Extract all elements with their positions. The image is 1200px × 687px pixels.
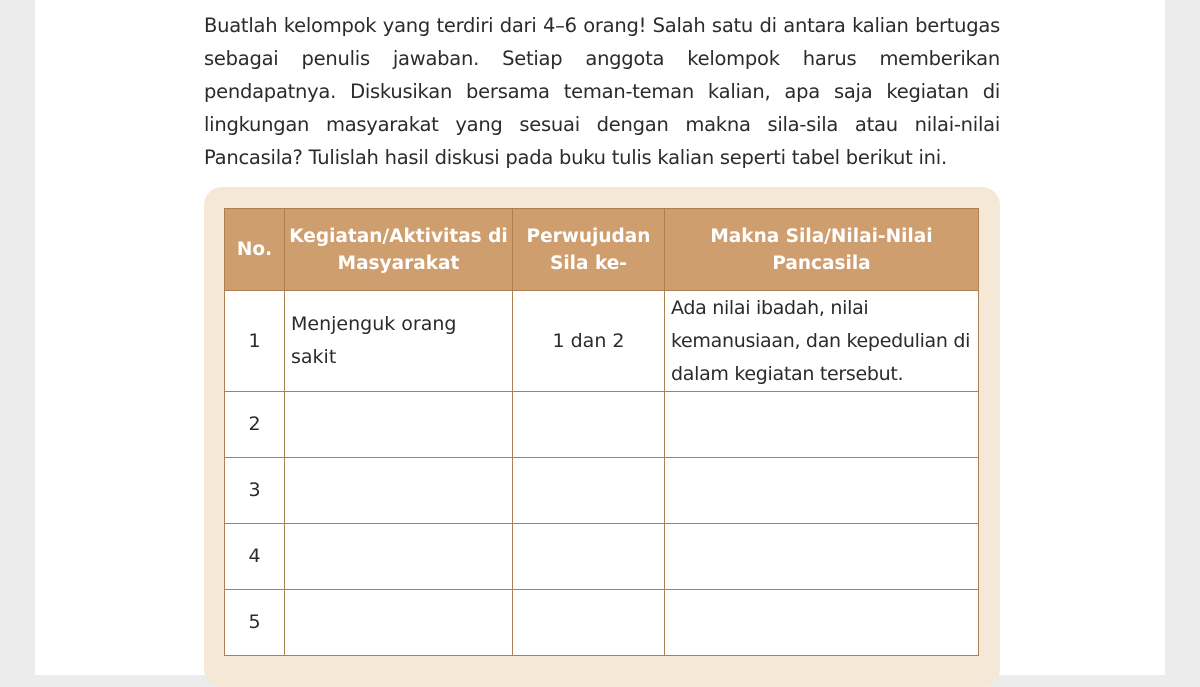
- cell-kegiatan: Menjenguk orang sakit: [285, 291, 513, 392]
- cell-perwujudan: [513, 458, 665, 524]
- cell-kegiatan: [285, 524, 513, 590]
- header-no: No.: [225, 209, 285, 291]
- header-perwujudan: Perwujudan Sila ke-: [513, 209, 665, 291]
- table-row: [225, 590, 979, 656]
- cell-makna: [665, 590, 979, 656]
- table-header-row: [225, 209, 979, 291]
- header-makna: Makna Sila/Nilai-Nilai Pancasila: [665, 209, 979, 291]
- cell-makna: [665, 524, 979, 590]
- table-row: [225, 291, 979, 392]
- cell-perwujudan: [513, 392, 665, 458]
- table-row: [225, 524, 979, 590]
- cell-kegiatan: [285, 392, 513, 458]
- table-row: [225, 392, 979, 458]
- cell-perwujudan: [513, 524, 665, 590]
- activity-table: [224, 208, 979, 656]
- cell-perwujudan: 1 dan 2: [513, 291, 665, 392]
- cell-makna: [665, 458, 979, 524]
- table-row: [225, 458, 979, 524]
- cell-kegiatan: [285, 458, 513, 524]
- cell-kegiatan: [285, 590, 513, 656]
- cell-no: 2: [225, 392, 285, 458]
- header-kegiatan: Kegiatan/Aktivitas di Masyarakat: [285, 209, 513, 291]
- cell-perwujudan: [513, 590, 665, 656]
- instructions-paragraph: Buatlah kelompok yang terdiri dari 4–6 orang! Salah satu di antara kalian bertugas sebagai penulis jawaban. Setiap anggota kelompok harus memberikan pendapatnya. Diskusikan bersama teman-teman kalian, apa saja kegiatan di lingkungan masyarakat yang sesuai dengan makna sila-sila atau nilai-nilai Pancasila? Tulislah hasil diskusi pada buku tulis kalian seperti tabel berikut ini.: [204, 14, 1000, 169]
- cell-makna: Ada nilai ibadah, nilai kemanusiaan, dan kepedulian di dalam kegiatan tersebut.: [665, 291, 979, 392]
- cell-no: 3: [225, 458, 285, 524]
- cell-no: 5: [225, 590, 285, 656]
- cell-no: 4: [225, 524, 285, 590]
- cell-makna: [665, 392, 979, 458]
- cell-no: 1: [225, 291, 285, 392]
